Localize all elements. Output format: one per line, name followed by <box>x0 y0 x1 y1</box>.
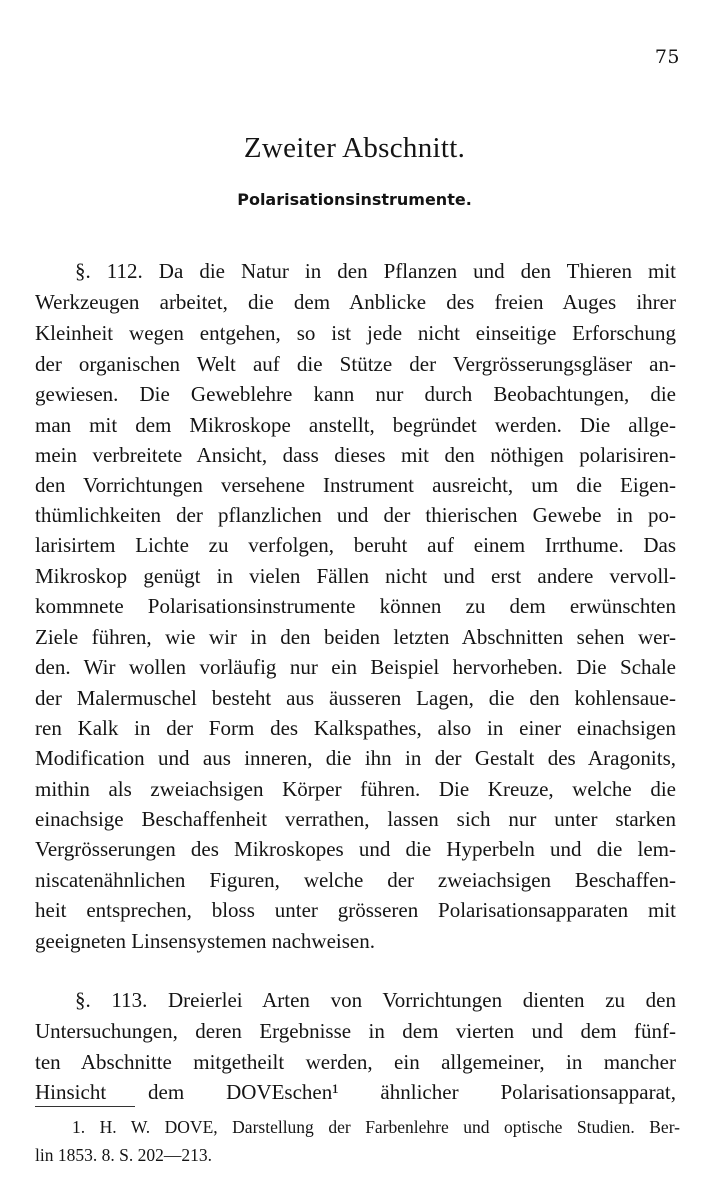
text-line: Hinsicht dem DOVEschen¹ ähnlicher Polarisationsapparat, <box>35 1080 676 1104</box>
text-line: §. 113. Dreierlei Arten von Vorrichtungen dienten zu den <box>75 988 676 1012</box>
text-line: Untersuchungen, deren Ergebnisse in dem vierten und dem fünf- <box>35 1019 676 1043</box>
text-line: den Vorrichtungen versehene Instrument ausreicht, um die Eigen- <box>35 473 676 497</box>
text-line: Modification und aus inneren, die ihn in der Gestalt des Aragonits, <box>35 746 676 770</box>
text-line: man mit dem Mikroskope anstellt, begründet werden. Die allge- <box>35 413 676 437</box>
text-line: ten Abschnitte mitgetheilt werden, ein allgemeiner, in mancher <box>35 1050 676 1074</box>
text-line: mithin als zweiachsigen Körper führen. Die Kreuze, welche die <box>35 777 676 801</box>
section-subtitle: Polarisationsinstrumente. <box>237 190 472 209</box>
text-line: mein verbreitete Ansicht, dass dieses mit den nöthigen polarisiren- <box>35 443 676 467</box>
text-line: gewiesen. Die Geweblehre kann nur durch Beobachtungen, die <box>35 382 676 406</box>
text-line: Mikroskop genügt in vielen Fällen nicht und erst andere vervoll- <box>35 564 676 588</box>
text-line: Vergrösserungen des Mikroskopes und die Hyperbeln und die lem- <box>35 837 676 861</box>
text-line: der organischen Welt auf die Stütze der Vergrösserungsgläser an- <box>35 352 676 376</box>
text-line: Kleinheit wegen entgehen, so ist jede nicht einseitige Erforschung <box>35 321 676 345</box>
text-line: thümlichkeiten der pflanzlichen und der thierischen Gewebe in po- <box>35 503 676 527</box>
text-line: einachsige Beschaffenheit verrathen, lassen sich nur unter starken <box>35 807 676 831</box>
text-line: den. Wir wollen vorläufig nur ein Beispiel hervorheben. Die Schale <box>35 655 676 679</box>
text-line: geeigneten Linsensystemen nachweisen. <box>35 929 375 953</box>
text-line: kommnete Polarisationsinstrumente können zu dem erwünschten <box>35 594 676 618</box>
text-line: §. 112. Da die Natur in den Pflanzen und den Thieren mit <box>75 259 676 283</box>
footnote-line: lin 1853. 8. S. 202—213. <box>35 1145 212 1165</box>
text-line: ren Kalk in der Form des Kalkspathes, also in einer einachsigen <box>35 716 676 740</box>
text-line: heit entsprechen, bloss unter grösseren Polarisationsapparaten mit <box>35 898 676 922</box>
footnote-divider <box>35 1106 135 1107</box>
footnote-line: 1. H. W. DOVE, Darstellung der Farbenlehre und optische Studien. Ber- <box>72 1117 680 1137</box>
page-number: 75 <box>654 46 680 68</box>
text-line: Ziele führen, wie wir in den beiden letzten Abschnitten sehen wer- <box>35 625 676 649</box>
section-title: Zweiter Abschnitt. <box>243 132 466 164</box>
text-line: Werkzeugen arbeitet, die dem Anblicke des freien Auges ihrer <box>35 290 676 314</box>
text-line: larisirtem Lichte zu verfolgen, beruht auf einem Irrthume. Das <box>35 533 676 557</box>
text-line: der Malermuschel besteht aus äusseren Lagen, die den kohlensaue- <box>35 686 676 710</box>
text-line: niscatenähnlichen Figuren, welche der zweiachsigen Beschaffen- <box>35 868 676 892</box>
